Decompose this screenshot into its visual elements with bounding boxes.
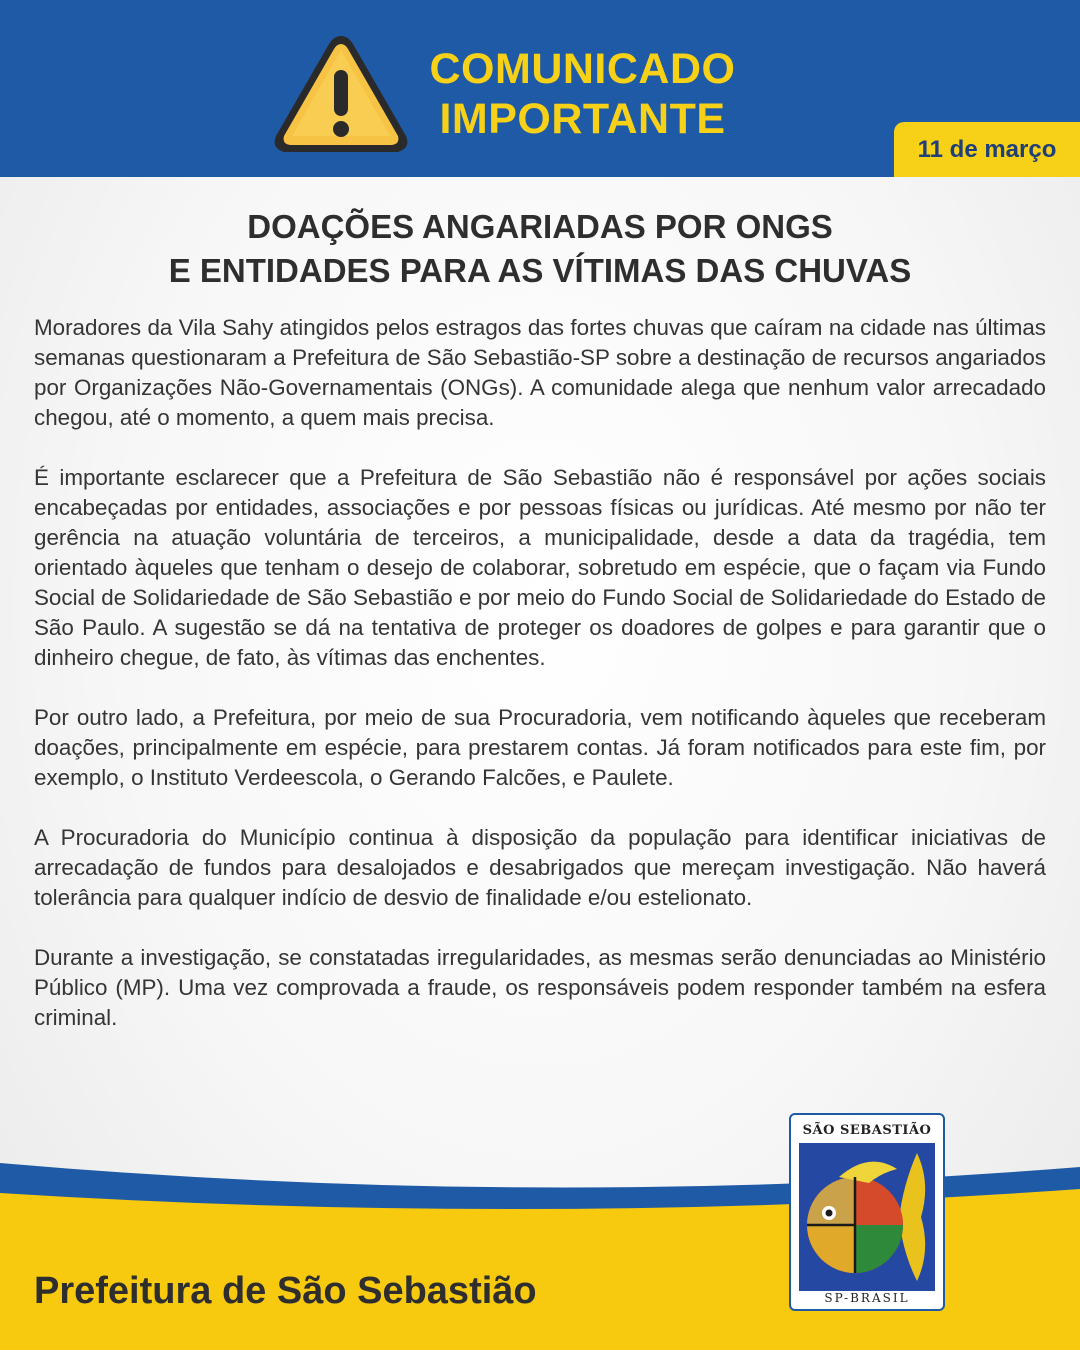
fish-emblem-icon [799, 1143, 935, 1291]
header-title-line2: IMPORTANTE [439, 95, 726, 143]
paragraph: A Procuradoria do Município continua à disposição da população para identificar iniciativas de arrecadação de fundos para desalojados e desabrigados que mereçam investigação. Não haverá tolerância para qualquer indício de desvio de finalidade e/ou estelionato. [34, 825, 1046, 910]
headline-line2: E ENTIDADES PARA AS VÍTIMAS DAS CHUVAS [168, 252, 912, 289]
warning-triangle-icon [270, 30, 412, 158]
paragraph: Moradores da Vila Sahy atingidos pelos estragos das fortes chuvas que caíram na cidade nas últimas semanas questionaram a Prefeitura de São Sebastião-SP sobre a destinação de recursos angariados por Organizações Não-Governamentais (ONGs). A comunidade alega que nenhum valor arrecadado chegou, até o momento, a quem mais precisa. [34, 315, 1046, 430]
paragraph: É importante esclarecer que a Prefeitura de São Sebastião não é responsável por ações sociais encabeçadas por entidades, associações e por pessoas físicas ou jurídicas. Até mesmo por não ter gerência na atuação voluntária de terceiros, a municipalidade, desde a data da tragédia, tem orientado àqueles que tenham o desejo de colaborar, sobretudo em espécie, que o façam via Fundo Social de Solidariedade de São Sebastião e por meio do Fundo Social de Solidariedade do Estado de São Paulo. A sugestão se dá na tentativa de proteger os doadores de golpes e para garantir que o dinheiro chegue, de fato, às vítimas das enchentes. [34, 465, 1046, 670]
header-title-line1: COMUNICADO [429, 45, 736, 93]
headline [40, 205, 1040, 293]
date-badge: 11 de março [894, 122, 1080, 177]
header-banner [0, 0, 1080, 177]
logo-top-text: SÃO SEBASTIÃO [802, 1123, 932, 1138]
body-text [34, 313, 1046, 1063]
city-logo [789, 1113, 945, 1311]
organization-name: Prefeitura de São Sebastião [34, 1270, 537, 1312]
paragraph: Durante a investigação, se constatadas irregularidades, as mesmas serão denunciadas ao Ministério Público (MP). Uma vez comprovada a fraude, os responsáveis podem responder também na esfera criminal. [34, 945, 1046, 1030]
header-title [415, 44, 750, 144]
logo-bottom-text: SP-BRASIL [824, 1291, 910, 1305]
headline-line1: DOAÇÕES ANGARIADAS POR ONGS [247, 208, 833, 245]
paragraph: Por outro lado, a Prefeitura, por meio de sua Procuradoria, vem notificando àqueles que receberam doações, principalmente em espécie, para prestarem contas. Já foram notificados para este fim, por exemplo, o Instituto Verdeescola, o Gerando Falcões, e Paulete. [34, 705, 1046, 790]
